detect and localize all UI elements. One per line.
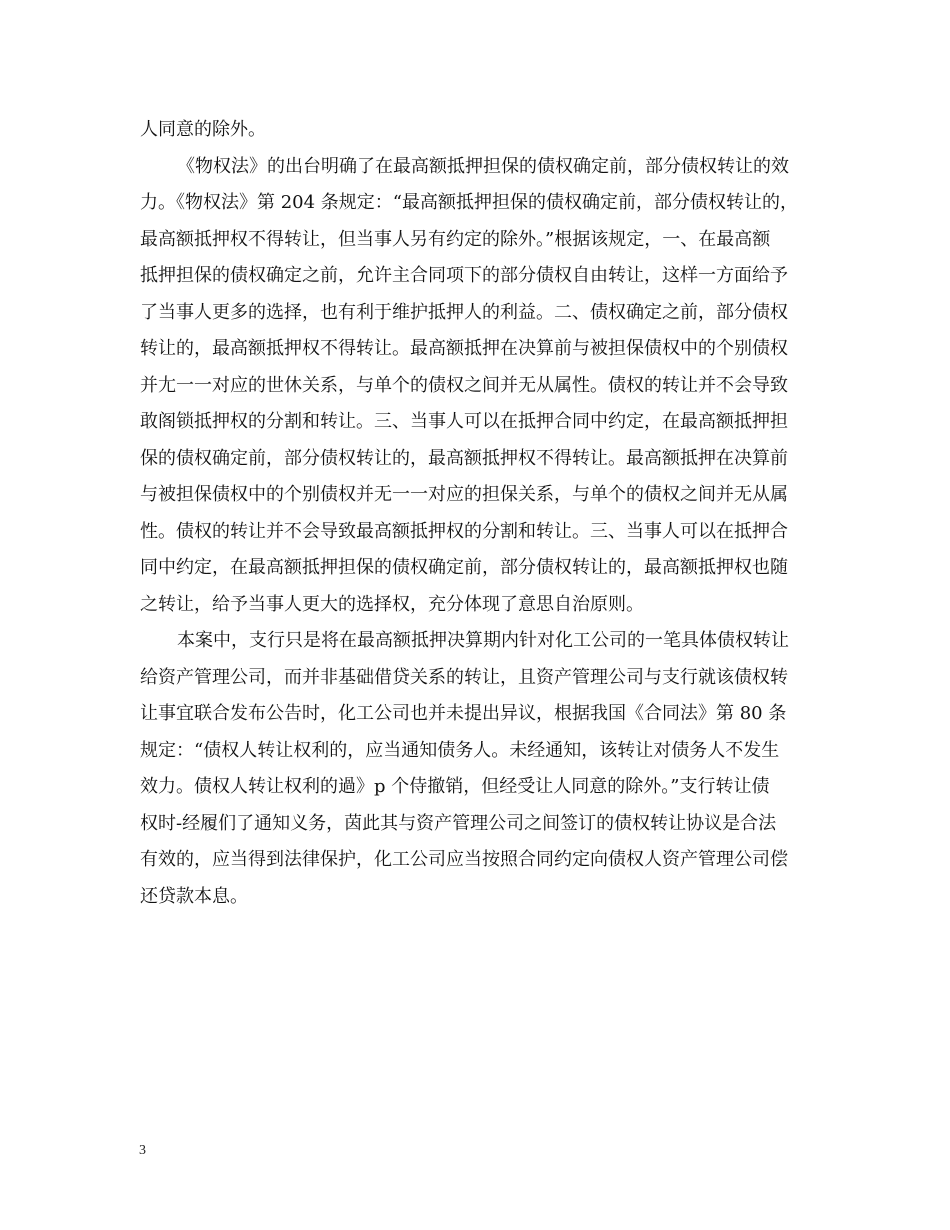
text-line: 人同意的除外。	[140, 119, 266, 140]
text-line: 本案中，支行只是将在最高额抵押决算期内针对化工公司的一笔具体债权转让	[177, 630, 789, 651]
text-line: 抵押担保的债权确定之前，允许主合同项下的部分债权自由转让，这样一方面给予	[140, 265, 788, 286]
text-line: 与被担保债权中的个别债权并无一一对应的担保关系，与单个的债权之间并无从属	[140, 484, 788, 505]
text-line: 之转让，给予当事人更大的选择权，充分体现了意思自治原则。	[140, 593, 644, 615]
text-line: 敢阁锁抵押权的分割和转让。三、当事人可以在抵押合同中约定，在最高额抵押担	[140, 411, 788, 432]
text-line: 力。《物权法》第 204 条规定：“最高额抵押担保的债权确定前，部分债权转让的，	[140, 192, 798, 213]
text-line: 同中约定，在最高额抵押担保的债权确定前，部分债权转让的，最高额抵押权也随	[140, 557, 788, 578]
text-line: 权时-经履们了通知义务，茵此其与资产管理公司之间签订的债权转让协议是合法	[140, 812, 777, 834]
text-line: 有效的，应当得到法律保护，化工公司应当按照合同约定向债权人资产管理公司偿	[140, 849, 788, 870]
text-line: 转让的，最高额抵押权不得转让。最高额抵押在决算前与被担保债权中的个别债权	[140, 338, 788, 359]
text-line: 给资产管理公司，而并非基础借贷关系的转让，且资产管理公司与支行就该债权转	[140, 666, 788, 688]
text-line: 最高额抵押权不得转让，但当事人另有约定的除外。”根据该规定，一、在最高额	[140, 228, 771, 250]
body-text	[140, 112, 820, 915]
text-line: 《物权法》的出台明确了在最高额抵押担保的债权确定前，部分债权转让的效	[177, 155, 789, 177]
text-line: 保的债权确定前，部分债权转让的，最高额抵押权不得转让。最高额抵押在决算前	[140, 447, 788, 469]
page-number: 3	[139, 1143, 146, 1158]
text-line: 了当事人更多的选择，也有利于维护抵押人的利益。二、债权确定之前，部分债权	[140, 301, 788, 323]
text-line: 并尢一一对应的世休关系，与单个的债权之间并无从属性。债权的转让并不会导致	[140, 374, 788, 396]
text-line: 性。债权的转让并不会导致最高额抵押权的分割和转让。三、当事人可以在抵押合	[140, 520, 788, 542]
text-line: 还贷款本息。	[140, 885, 248, 907]
text-line: 效力。债权人转让权利的過》p 个侍撤销，但经受让人同意的除外。”支行转让债	[140, 776, 770, 797]
text-line: 规定：“债权人转让权利的，应当通知债务人。未经通知，该转让对债务人不发生	[140, 739, 780, 761]
text-line: 让事宜联合发布公告时，化工公司也并未提出异议，根据我国《合同法》第 80 条	[140, 703, 787, 724]
